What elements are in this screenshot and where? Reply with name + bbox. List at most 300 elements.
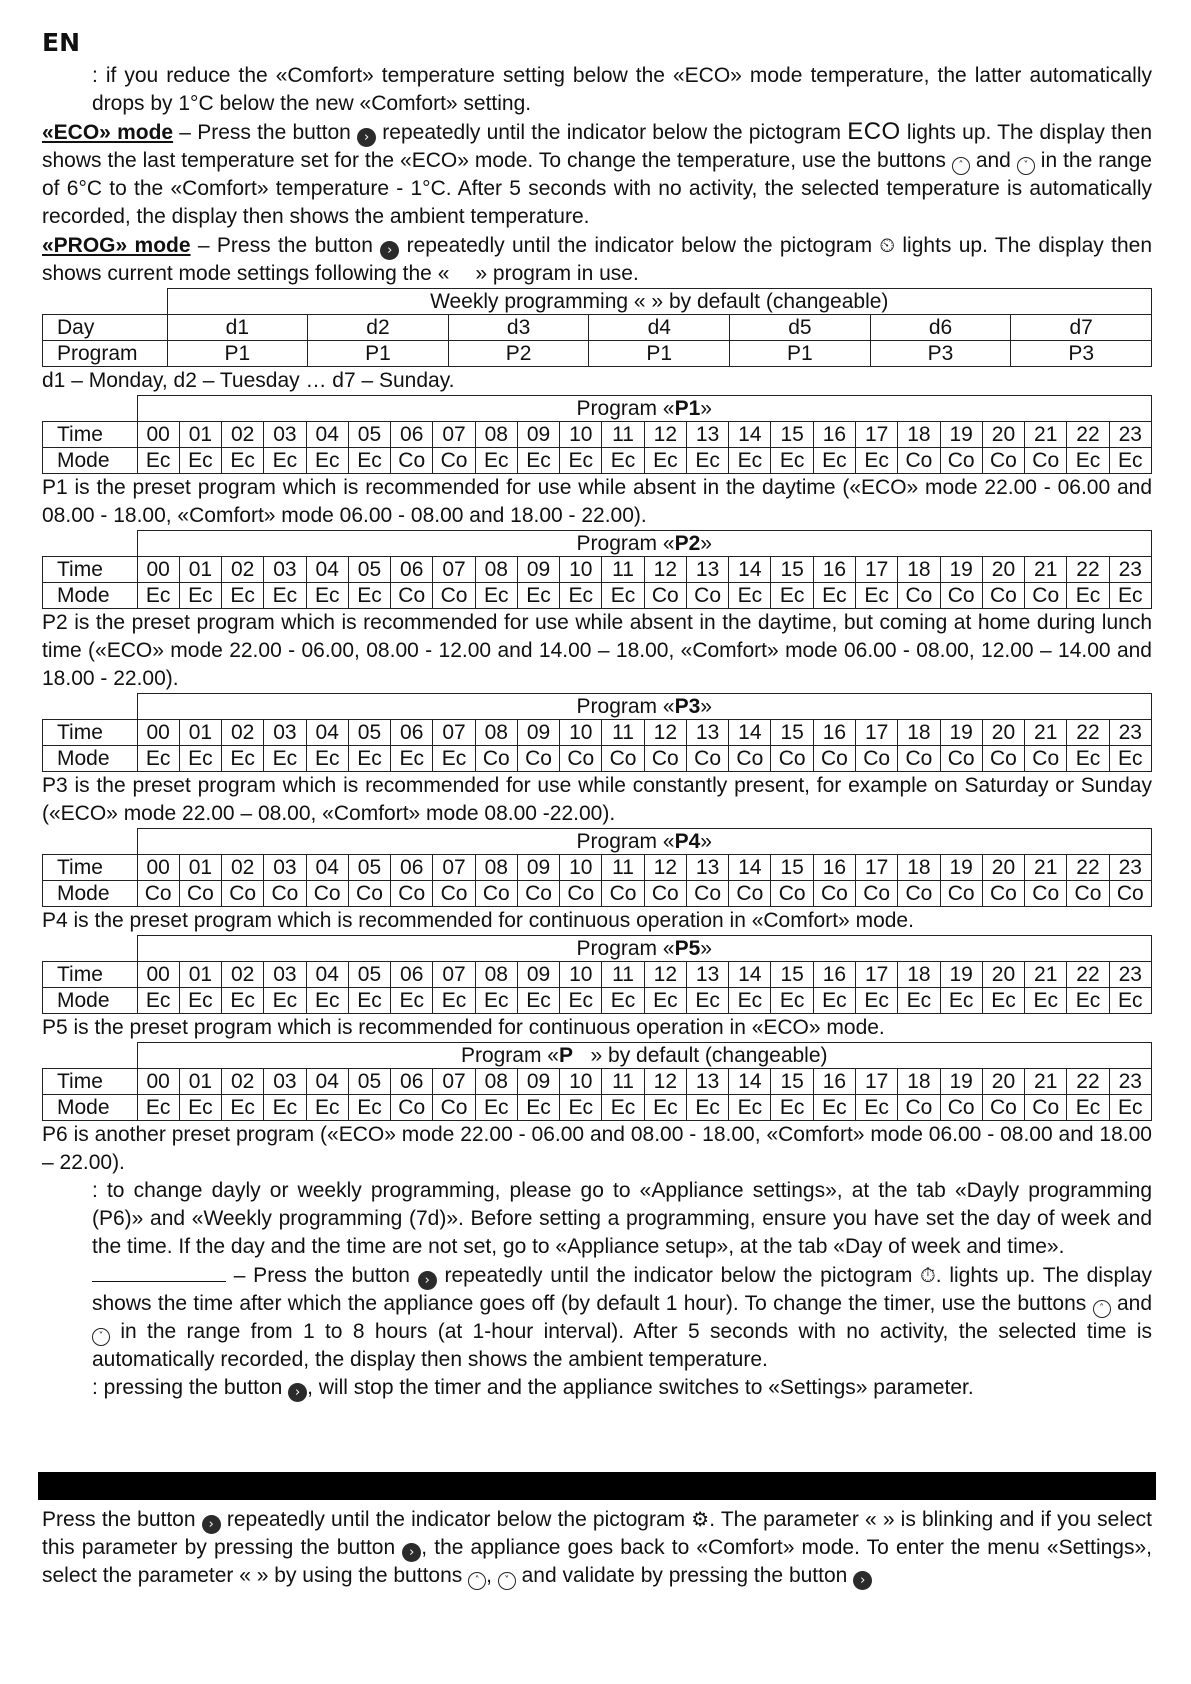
time-label: Time [43, 855, 138, 881]
mode-cell: Ec [1067, 746, 1109, 772]
mode-cell: Ec [264, 746, 306, 772]
mode-cell: Co [433, 448, 475, 474]
mode-cell: Co [686, 746, 728, 772]
hour-cell: 20 [982, 557, 1024, 583]
hour-cell: 00 [137, 962, 179, 988]
hour-cell: 15 [771, 557, 813, 583]
hour-cell: 08 [475, 1069, 517, 1095]
mode-cell: Co [433, 881, 475, 907]
hour-cell: 00 [137, 557, 179, 583]
weekly-day-cell: d4 [589, 315, 730, 341]
mode-cell: Ec [1067, 1095, 1109, 1121]
mode-cell: Ec [222, 448, 264, 474]
hour-cell: 13 [686, 1069, 728, 1095]
mode-cell: Ec [179, 746, 221, 772]
program-title: Program «P3» [137, 694, 1152, 720]
hour-cell: 22 [1067, 557, 1109, 583]
mode-cell: Ec [222, 746, 264, 772]
select-button-icon: › [288, 1383, 307, 1402]
hour-cell: 08 [475, 855, 517, 881]
mode-cell: Ec [348, 746, 390, 772]
hour-cell: 11 [602, 422, 644, 448]
mode-cell: Ec [1067, 988, 1109, 1014]
hour-cell: 20 [982, 1069, 1024, 1095]
mode-cell: Ec [771, 1095, 813, 1121]
mode-cell: Ec [306, 583, 348, 609]
mode-cell: Ec [475, 1095, 517, 1121]
program-table [42, 828, 1152, 907]
mode-cell: Co [940, 1095, 982, 1121]
weekly-day-cell: d5 [730, 315, 871, 341]
mode-cell: Ec [517, 988, 559, 1014]
hour-cell: 03 [264, 1069, 306, 1095]
hour-cell: 09 [517, 855, 559, 881]
hour-cell: 10 [560, 557, 602, 583]
hour-cell: 20 [982, 422, 1024, 448]
mode-cell: Ec [813, 448, 855, 474]
hour-cell: 17 [856, 855, 898, 881]
hour-cell: 10 [560, 1069, 602, 1095]
hour-cell: 06 [391, 422, 433, 448]
mode-cell: Ec [306, 448, 348, 474]
timer-paragraph: – Press the button › repeatedly until the indicator below the pictogram ⏱. lights up. The display shows the time after which the appliance goes off (by default 1 hour). To change the timer, use the buttons ˄ and ˅ in the range from 1 to 8 hours (at 1-hour interval). After 5 seconds with no activity, the selected time is automatically recorded, the display then shows the ambient temperature. [92, 1263, 1152, 1371]
hour-cell: 08 [475, 422, 517, 448]
mode-cell: Co [982, 448, 1024, 474]
hour-cell: 23 [1109, 1069, 1151, 1095]
hour-cell: 07 [433, 720, 475, 746]
language-label: EN [42, 28, 81, 57]
hour-cell: 06 [391, 855, 433, 881]
mode-cell: Co [771, 881, 813, 907]
program-table [42, 1042, 1152, 1121]
hour-cell: 07 [433, 855, 475, 881]
mode-cell: Ec [306, 988, 348, 1014]
hour-cell: 10 [560, 855, 602, 881]
hour-cell: 13 [686, 962, 728, 988]
mode-cell: Co [771, 746, 813, 772]
hour-cell: 23 [1109, 720, 1151, 746]
mode-cell: Ec [475, 583, 517, 609]
hour-cell: 19 [940, 557, 982, 583]
mode-cell: Co [982, 583, 1024, 609]
hour-cell: 13 [686, 422, 728, 448]
mode-cell: Co [898, 448, 940, 474]
mode-cell: Ec [137, 583, 179, 609]
hour-cell: 03 [264, 720, 306, 746]
mode-cell: Ec [729, 988, 771, 1014]
program-title: Program «P4» [137, 829, 1152, 855]
weekly-program-cell: P3 [1011, 341, 1152, 367]
mode-cell: Co [856, 746, 898, 772]
mode-cell: Co [856, 881, 898, 907]
mode-cell: Co [898, 1095, 940, 1121]
hour-cell: 17 [856, 557, 898, 583]
program-title: Program «P1» [137, 396, 1152, 422]
mode-cell: Ec [391, 746, 433, 772]
mode-cell: Co [306, 881, 348, 907]
mode-cell: Ec [179, 448, 221, 474]
mode-cell: Ec [517, 448, 559, 474]
hour-cell: 06 [391, 962, 433, 988]
select-button-icon: › [202, 1515, 221, 1534]
mode-cell: Ec [813, 988, 855, 1014]
hour-cell: 07 [433, 557, 475, 583]
eco-mode-title: «ECO» mode [42, 121, 174, 144]
hour-cell: 18 [898, 1069, 940, 1095]
mode-cell: Ec [856, 448, 898, 474]
hour-cell: 05 [348, 962, 390, 988]
mode-cell: Ec [1109, 1095, 1151, 1121]
select-button-icon: › [380, 241, 399, 260]
hour-cell: 02 [222, 422, 264, 448]
weekly-program-cell: P1 [730, 341, 871, 367]
mode-cell: Ec [137, 988, 179, 1014]
program-table [42, 530, 1152, 609]
mode-cell: Ec [264, 988, 306, 1014]
time-label: Time [43, 962, 138, 988]
mode-cell: Ec [856, 988, 898, 1014]
hour-cell: 05 [348, 557, 390, 583]
mode-cell: Co [686, 881, 728, 907]
time-label: Time [43, 720, 138, 746]
mode-cell: Ec [771, 988, 813, 1014]
hour-cell: 01 [179, 1069, 221, 1095]
mode-label: Mode [43, 988, 138, 1014]
mode-cell: Co [940, 746, 982, 772]
weekly-program-cell: P3 [870, 341, 1011, 367]
mode-cell: Co [898, 583, 940, 609]
program-description: P4 is the preset program which is recommended for continuous operation in «Comfort» mode. [42, 909, 914, 932]
mode-cell: Co [982, 746, 1024, 772]
mode-label: Mode [43, 583, 138, 609]
mode-cell: Co [1025, 583, 1067, 609]
mode-cell: Ec [264, 448, 306, 474]
mode-cell: Co [264, 881, 306, 907]
time-label: Time [43, 557, 138, 583]
mode-cell: Ec [179, 988, 221, 1014]
program-label: Program [43, 341, 168, 367]
mode-label: Mode [43, 746, 138, 772]
weekly-day-cell: d1 [167, 315, 308, 341]
program-description: P5 is the preset program which is recommended for continuous operation in «ECO» mode. [42, 1016, 885, 1039]
mode-cell: Ec [560, 583, 602, 609]
hour-cell: 23 [1109, 422, 1151, 448]
hour-cell: 23 [1109, 855, 1151, 881]
hour-cell: 15 [771, 720, 813, 746]
timer-icon: ⏱ [920, 1263, 936, 1287]
hour-cell: 16 [813, 720, 855, 746]
mode-cell: Co [475, 746, 517, 772]
mode-cell: Ec [856, 583, 898, 609]
mode-cell: Ec [644, 988, 686, 1014]
mode-cell: Ec [856, 1095, 898, 1121]
weekly-note: d1 – Monday, d2 – Tuesday … d7 – Sunday. [42, 369, 455, 392]
section-header-bar [38, 1472, 1156, 1500]
hour-cell: 19 [940, 855, 982, 881]
hour-cell: 22 [1067, 962, 1109, 988]
eco-pictogram: ECO [847, 118, 901, 145]
clock-program-icon: ⏲ [879, 233, 896, 257]
hour-cell: 02 [222, 962, 264, 988]
hour-cell: 05 [348, 1069, 390, 1095]
gear-icon: ⚙ [691, 1507, 710, 1531]
mode-cell: Co [222, 881, 264, 907]
program-title: Program «P5» [137, 936, 1152, 962]
mode-cell: Co [940, 881, 982, 907]
hour-cell: 01 [179, 962, 221, 988]
hour-cell: 12 [644, 855, 686, 881]
hour-cell: 03 [264, 557, 306, 583]
mode-cell: Ec [433, 746, 475, 772]
mode-cell: Co [1025, 881, 1067, 907]
hour-cell: 09 [517, 962, 559, 988]
hour-cell: 21 [1025, 557, 1067, 583]
mode-cell: Co [813, 881, 855, 907]
hour-cell: 10 [560, 422, 602, 448]
hour-cell: 16 [813, 557, 855, 583]
hour-cell: 11 [602, 1069, 644, 1095]
mode-cell: Co [433, 583, 475, 609]
hour-cell: 04 [306, 422, 348, 448]
mode-cell: Ec [348, 1095, 390, 1121]
weekly-day-cell: d3 [448, 315, 589, 341]
time-label: Time [43, 1069, 138, 1095]
hour-cell: 04 [306, 557, 348, 583]
mode-cell: Ec [940, 988, 982, 1014]
intro-note: : if you reduce the «Comfort» temperature setting below the «ECO» mode temperature, the latter automatically drops by 1°C below the new «Comfort» setting. [92, 64, 1152, 115]
document-page [42, 28, 1152, 1402]
mode-cell: Ec [222, 1095, 264, 1121]
hour-cell: 19 [940, 1069, 982, 1095]
mode-label: Mode [43, 448, 138, 474]
programming-note: : to change dayly or weekly programming, please go to «Appliance settings», at the tab «Dayly programming (P6)» and «Weekly programming (7d)». Before setting a programming, ensure you have set the day of week and the time. If the day and the time are not set, go to «Appliance setup», at the tab «Day of week and time». [92, 1179, 1152, 1258]
mode-cell: Ec [602, 1095, 644, 1121]
hour-cell: 23 [1109, 557, 1151, 583]
hour-cell: 21 [1025, 422, 1067, 448]
hour-cell: 04 [306, 720, 348, 746]
mode-cell: Co [940, 448, 982, 474]
down-button-icon: ˅ [92, 1328, 110, 1346]
mode-cell: Ec [137, 448, 179, 474]
hour-cell: 19 [940, 422, 982, 448]
mode-cell: Ec [813, 1095, 855, 1121]
hour-cell: 16 [813, 422, 855, 448]
mode-cell: Co [644, 746, 686, 772]
mode-cell: Ec [348, 583, 390, 609]
mode-cell: Co [560, 881, 602, 907]
hour-cell: 17 [856, 720, 898, 746]
mode-cell: Co [348, 881, 390, 907]
hour-cell: 20 [982, 855, 1024, 881]
program-title: Program «P2» [137, 531, 1152, 557]
hour-cell: 01 [179, 720, 221, 746]
mode-cell: Ec [348, 988, 390, 1014]
hour-cell: 06 [391, 557, 433, 583]
mode-cell: Ec [729, 1095, 771, 1121]
mode-cell: Co [898, 746, 940, 772]
hour-cell: 02 [222, 855, 264, 881]
mode-cell: Ec [813, 583, 855, 609]
hour-cell: 12 [644, 962, 686, 988]
mode-cell: Ec [686, 988, 728, 1014]
mode-cell: Ec [602, 988, 644, 1014]
hour-cell: 09 [517, 1069, 559, 1095]
hour-cell: 06 [391, 720, 433, 746]
hour-cell: 14 [729, 962, 771, 988]
mode-cell: Co [391, 881, 433, 907]
weekly-day-cell: d2 [308, 315, 449, 341]
hour-cell: 14 [729, 422, 771, 448]
hour-cell: 16 [813, 855, 855, 881]
weekly-day-cell: d6 [870, 315, 1011, 341]
hour-cell: 15 [771, 855, 813, 881]
hour-cell: 22 [1067, 855, 1109, 881]
hour-cell: 13 [686, 855, 728, 881]
mode-cell: Ec [264, 583, 306, 609]
hour-cell: 20 [982, 720, 1024, 746]
select-button-icon: › [357, 128, 376, 147]
hour-cell: 18 [898, 422, 940, 448]
mode-cell: Ec [137, 746, 179, 772]
hour-cell: 22 [1067, 720, 1109, 746]
mode-cell: Co [982, 1095, 1024, 1121]
hour-cell: 21 [1025, 962, 1067, 988]
timer-mode-title-blank [92, 1261, 226, 1282]
program-description: P2 is the preset program which is recommended for use while absent in the daytime, but coming at home during lunch time («ECO» mode 22.00 - 06.00, 08.00 - 12.00 and 14.00 – 18.00, «Comfort» mode 06.00 - 08.00, 12.00 – 14.00 and 18.00 - 22.00). [42, 611, 1152, 690]
settings-section [42, 1505, 1152, 1590]
up-button-icon: ˄ [952, 157, 970, 175]
mode-cell: Ec [222, 583, 264, 609]
hour-cell: 00 [137, 855, 179, 881]
mode-cell: Ec [1109, 746, 1151, 772]
mode-cell: Co [940, 583, 982, 609]
program-description: P1 is the preset program which is recommended for use while absent in the daytime («ECO» mode 22.00 - 06.00 and 08.00 - 18.00, «Comfort» mode 06.00 - 08.00 and 18.00 - 22.00). [42, 476, 1152, 527]
mode-cell: Co [560, 746, 602, 772]
hour-cell: 13 [686, 557, 728, 583]
mode-cell: Ec [348, 448, 390, 474]
hour-cell: 15 [771, 422, 813, 448]
hour-cell: 16 [813, 962, 855, 988]
select-button-icon: › [402, 1543, 421, 1562]
weekly-header: Weekly programming « » by default (changeable) [167, 289, 1152, 315]
mode-cell: Ec [771, 448, 813, 474]
hour-cell: 13 [686, 720, 728, 746]
hour-cell: 04 [306, 855, 348, 881]
program-title: Program «P » by default (changeable) [137, 1043, 1152, 1069]
hour-cell: 17 [856, 1069, 898, 1095]
hour-cell: 08 [475, 720, 517, 746]
hour-cell: 14 [729, 557, 771, 583]
mode-cell: Co [517, 746, 559, 772]
mode-cell: Ec [1067, 583, 1109, 609]
hour-cell: 01 [179, 422, 221, 448]
hour-cell: 17 [856, 422, 898, 448]
hour-cell: 18 [898, 557, 940, 583]
hour-cell: 21 [1025, 1069, 1067, 1095]
mode-cell: Ec [1109, 448, 1151, 474]
down-button-icon: ˅ [498, 1572, 516, 1590]
mode-cell: Co [813, 746, 855, 772]
hour-cell: 22 [1067, 422, 1109, 448]
mode-cell: Ec [644, 448, 686, 474]
mode-cell: Ec [686, 448, 728, 474]
timer-stop-note: : pressing the button › , will stop the timer and the appliance switches to «Settings» parameter. [92, 1376, 974, 1400]
mode-cell: Co [1109, 881, 1151, 907]
mode-cell: Ec [179, 583, 221, 609]
mode-cell: Ec [686, 1095, 728, 1121]
hour-cell: 14 [729, 855, 771, 881]
eco-mode-paragraph: «ECO» mode – Press the button › repeatedly until the indicator below the pictogram ECO lights up. The display then shows the last temperature set for the «ECO» mode. To change the temperature, use the buttons ˄ and ˅ in the range of 6°C to the «Comfort» temperature - 1°C. After 5 seconds with no activity, the selected temperature is automatically recorded, the display then shows the ambient temperature. [42, 118, 1153, 228]
select-button-icon: › [418, 1271, 437, 1290]
hour-cell: 03 [264, 422, 306, 448]
mode-cell: Co [982, 881, 1024, 907]
hour-cell: 12 [644, 557, 686, 583]
hour-cell: 19 [940, 962, 982, 988]
weekly-program-cell: P1 [308, 341, 449, 367]
mode-cell: Ec [560, 988, 602, 1014]
hour-cell: 23 [1109, 962, 1151, 988]
mode-cell: Ec [517, 1095, 559, 1121]
hour-cell: 02 [222, 720, 264, 746]
mode-cell: Co [686, 583, 728, 609]
mode-cell: Ec [1109, 988, 1151, 1014]
mode-cell: Co [391, 1095, 433, 1121]
mode-cell: Ec [729, 583, 771, 609]
mode-cell: Ec [1025, 988, 1067, 1014]
hour-cell: 11 [602, 720, 644, 746]
mode-cell: Co [729, 881, 771, 907]
hour-cell: 12 [644, 422, 686, 448]
hour-cell: 06 [391, 1069, 433, 1095]
mode-cell: Co [179, 881, 221, 907]
mode-cell: Co [644, 583, 686, 609]
hour-cell: 04 [306, 962, 348, 988]
hour-cell: 14 [729, 1069, 771, 1095]
hour-cell: 00 [137, 422, 179, 448]
hour-cell: 12 [644, 720, 686, 746]
hour-cell: 18 [898, 855, 940, 881]
hour-cell: 05 [348, 422, 390, 448]
hour-cell: 11 [602, 962, 644, 988]
mode-cell: Ec [306, 1095, 348, 1121]
mode-cell: Ec [137, 1095, 179, 1121]
mode-cell: Ec [982, 988, 1024, 1014]
mode-cell: Co [391, 448, 433, 474]
hour-cell: 15 [771, 962, 813, 988]
hour-cell: 03 [264, 962, 306, 988]
hour-cell: 11 [602, 855, 644, 881]
mode-cell: Ec [264, 1095, 306, 1121]
hour-cell: 10 [560, 720, 602, 746]
mode-cell: Ec [475, 988, 517, 1014]
mode-cell: Ec [1067, 448, 1109, 474]
mode-cell: Ec [560, 1095, 602, 1121]
hour-cell: 11 [602, 557, 644, 583]
hour-cell: 07 [433, 962, 475, 988]
program-description: P3 is the preset program which is recommended for use while constantly present, for example on Saturday or Sunday («ECO» mode 22.00 – 08.00, «Comfort» mode 08.00 -22.00). [42, 774, 1152, 825]
hour-cell: 05 [348, 720, 390, 746]
prog-mode-paragraph: «PROG» mode – Press the button › repeatedly until the indicator below the pictogram ⏲ lights up. The display then shows current mode settings following the « » program in use. [42, 233, 1153, 285]
mode-cell: Ec [475, 448, 517, 474]
mode-cell: Co [602, 881, 644, 907]
mode-cell: Ec [771, 583, 813, 609]
mode-cell: Ec [1109, 583, 1151, 609]
mode-cell: Co [602, 746, 644, 772]
up-button-icon: ˄ [1093, 1300, 1111, 1318]
mode-cell: Co [898, 881, 940, 907]
day-label: Day [43, 315, 168, 341]
mode-cell: Co [1025, 746, 1067, 772]
